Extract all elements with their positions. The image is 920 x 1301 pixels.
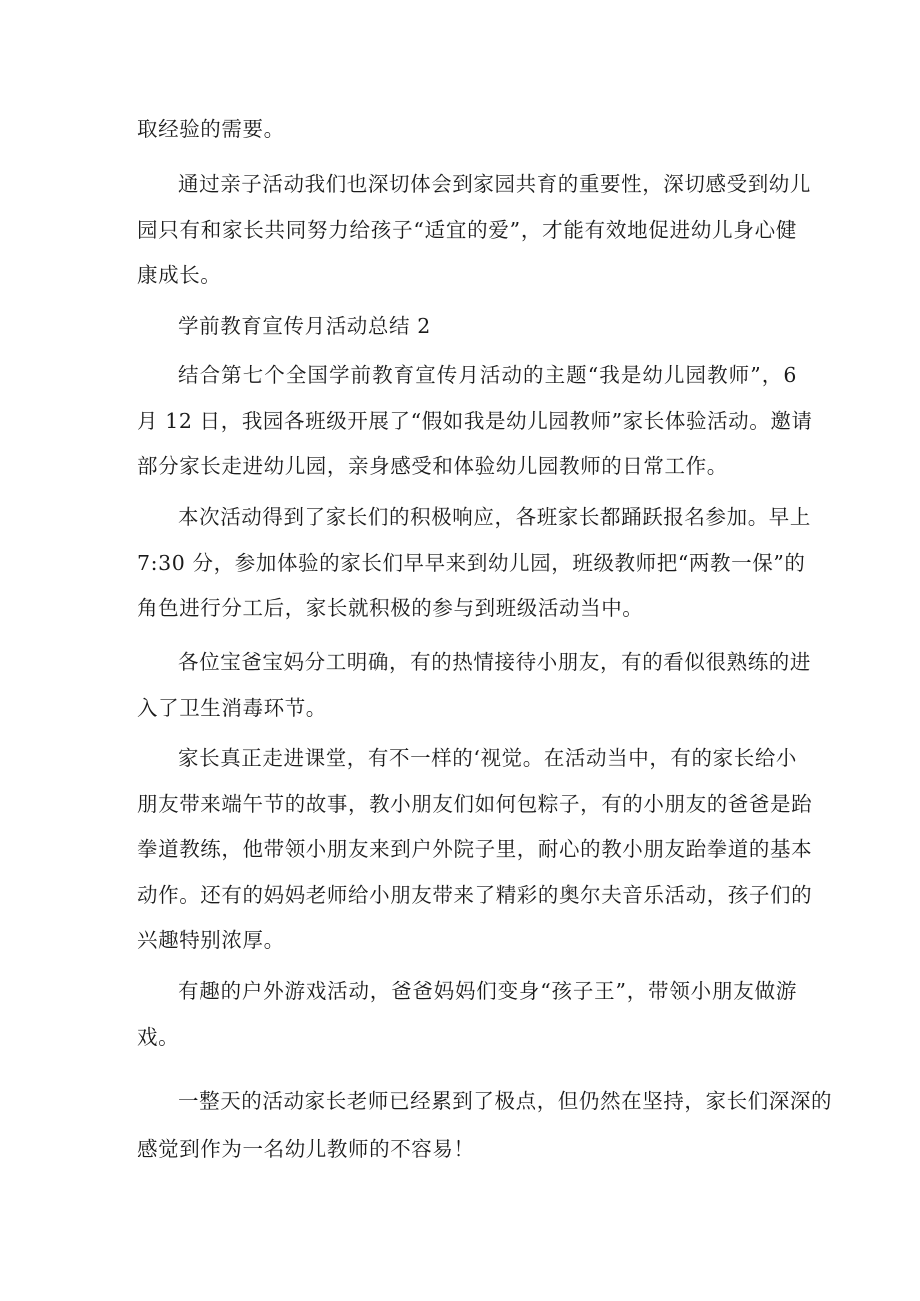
paragraph-4 bbox=[137, 353, 813, 490]
text-line: 本次活动得到了家长们的积极响应，各班家长都踊跃报名参加。早上 bbox=[178, 505, 811, 529]
heading-line: 学前教育宣传月活动总结 2 bbox=[178, 314, 431, 338]
paragraph-5 bbox=[137, 495, 811, 632]
paragraph-8 bbox=[137, 969, 797, 1060]
text-line: 7:30 分，参加体验的家长们早早来到幼儿园，班级教师把“两教一保”的 bbox=[137, 550, 806, 575]
text-line: 动作。还有的妈妈老师给小朋友带来了精彩的奥尔夫音乐活动，孩子们的 bbox=[137, 882, 813, 907]
text-line: 角色进行分工后，家长就积极的参与到班级活动当中。 bbox=[137, 596, 644, 620]
text-line: 入了卫生消毒环节。 bbox=[137, 695, 327, 720]
text-line: 感觉到作为一名幼儿教师的不容易！ bbox=[137, 1137, 475, 1161]
text-line: 取经验的需要。 bbox=[137, 117, 285, 141]
text-line: 兴趣特别浓厚。 bbox=[137, 928, 285, 952]
text-line: 有趣的户外游戏活动，爸爸妈妈们变身“孩子王”，带领小朋友做游 bbox=[178, 979, 797, 1003]
paragraph-9 bbox=[137, 1077, 833, 1173]
text-line: 园只有和家长共同努力给孩子“适宜的爱”，才能有效地促进幼儿身心健 bbox=[137, 217, 797, 242]
text-line: 拳道教练，他带领小朋友来到户外院子里，耐心的教小朋友跆拳道的基本 bbox=[137, 837, 813, 861]
text-line: 各位宝爸宝妈分工明确，有的热情接待小朋友，有的看似很熟练的进 bbox=[178, 650, 811, 674]
text-line: 月 12 日，我园各班级开展了“假如我是幼儿园教师”家长体验活动。邀请 bbox=[137, 408, 813, 433]
text-line: 戏。 bbox=[137, 1024, 180, 1049]
text-line: 一整天的活动家长老师已经累到了极点，但仍然在坚持，家长们深深的 bbox=[178, 1089, 833, 1113]
paragraph-7 bbox=[137, 736, 813, 964]
text-line: 通过亲子活动我们也深切体会到家园共育的重要性，深切感受到幼儿 bbox=[178, 172, 811, 196]
text-line: 家长真正走进课堂，有不一样的‘视觉。在活动当中，有的家长给小 bbox=[178, 746, 798, 770]
section-heading bbox=[137, 304, 797, 350]
paragraph-2 bbox=[137, 162, 811, 299]
text-line: 部分家长走进幼儿园，亲身感受和体验幼儿园教师的日常工作。 bbox=[137, 454, 728, 478]
paragraph-1 bbox=[137, 107, 797, 153]
text-line: 朋友带来端午节的故事，教小朋友们如何包粽子，有的小朋友的爸爸是跆 bbox=[137, 791, 813, 816]
paragraph-6 bbox=[137, 640, 811, 731]
text-line: 康成长。 bbox=[137, 263, 222, 287]
text-line: 结合第七个全国学前教育宣传月活动的主题“我是幼儿园教师”，6 bbox=[178, 363, 797, 387]
